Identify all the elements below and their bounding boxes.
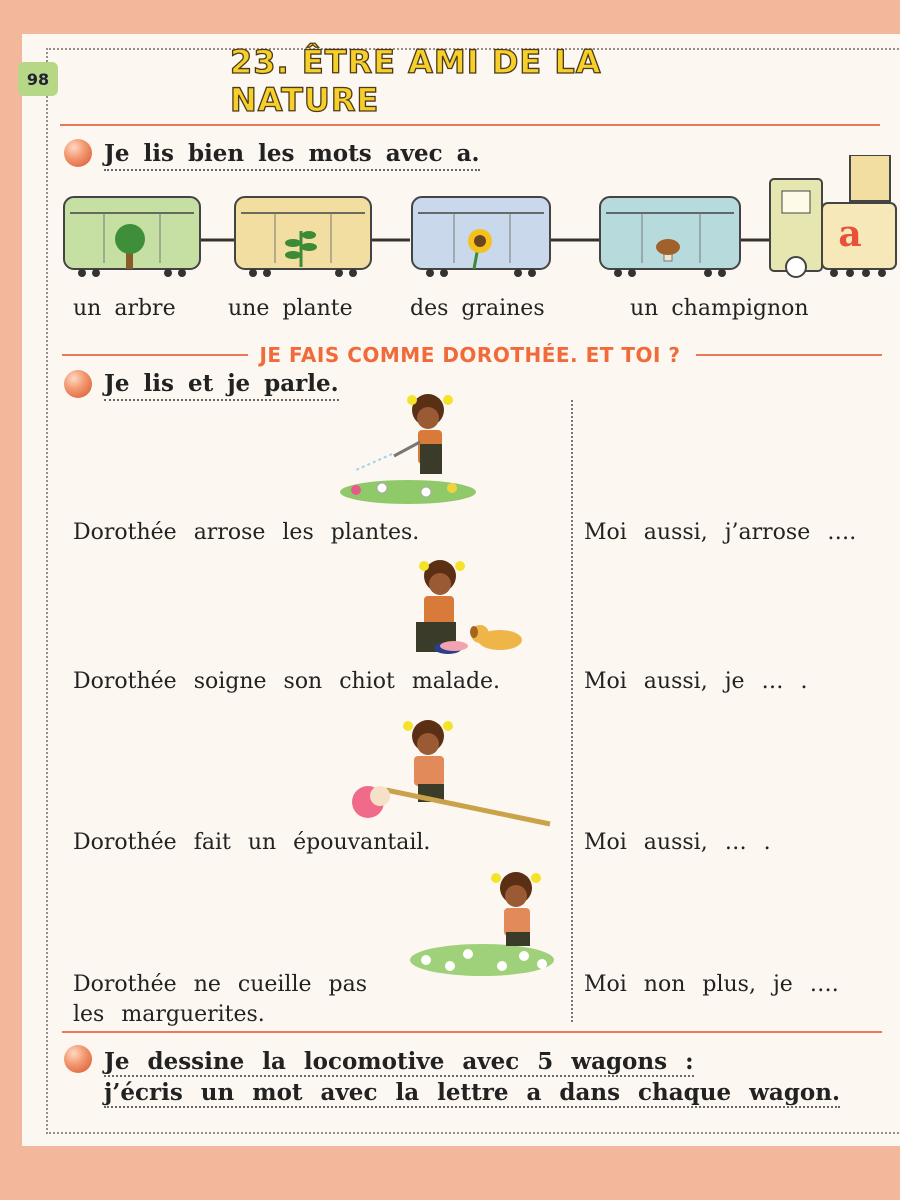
sentence-4-left: Dorothée ne cueille pas (73, 972, 367, 997)
section-banner: JE FAIS COMME DOROTHÉE. ET TOI ? (259, 343, 681, 367)
sentence-2-left: Dorothée soigne son chiot malade. (73, 669, 501, 694)
sentence-3-right: Moi aussi, … . (584, 830, 771, 855)
wagon-word-1: un arbre (73, 296, 176, 321)
sentence-4-right: Moi non plus, je …. (584, 972, 839, 997)
banner-line-right (696, 354, 882, 356)
exercise3-line-2: j’écris un mot avec la lettre a dans chaque wagon. (104, 1079, 840, 1106)
exercise1-heading: Je lis bien les mots avec a. (104, 140, 480, 171)
wagon-4 (600, 197, 740, 277)
column-divider (571, 400, 573, 1022)
girl-scarecrow-illustration (346, 706, 556, 830)
wagon-1 (64, 197, 200, 277)
wagon-3 (412, 197, 550, 277)
wagon-word-2: une plante (228, 296, 353, 321)
sentence-4-left-cont: les marguerites. (73, 1002, 265, 1027)
wagon-2 (235, 197, 371, 277)
sentence-3-left: Dorothée fait un épouvantail. (73, 830, 431, 855)
page-title: 23. ÊTRE AMI DE LA NATURE (230, 43, 602, 119)
sentence-2-right: Moi aussi, je … . (584, 669, 808, 694)
exercise3-instructions (104, 1046, 894, 1108)
train-illustration (60, 155, 900, 280)
exercise-bullet-icon (64, 370, 92, 398)
page-number: 98 (18, 62, 58, 96)
girl-watering-illustration (336, 384, 480, 506)
girl-daisies-illustration (406, 862, 560, 980)
locomotive-letter: a (838, 213, 862, 255)
wagon-word-4: un champignon (630, 296, 809, 321)
exercise3-line-1: Je dessine la locomotive avec 5 wagons : (104, 1048, 694, 1075)
girl-with-puppy-illustration (388, 548, 534, 660)
banner-line-left (62, 354, 248, 356)
exercise-bullet-icon (64, 1045, 92, 1073)
wagon-word-3: des graines (410, 296, 545, 321)
title-divider (60, 124, 880, 126)
exercise3-divider (62, 1031, 882, 1033)
sentence-1-left: Dorothée arrose les plantes. (73, 520, 420, 545)
sentence-1-right: Moi aussi, j’arrose …. (584, 520, 857, 545)
exercise2-heading: Je lis et je parle. (104, 370, 339, 401)
